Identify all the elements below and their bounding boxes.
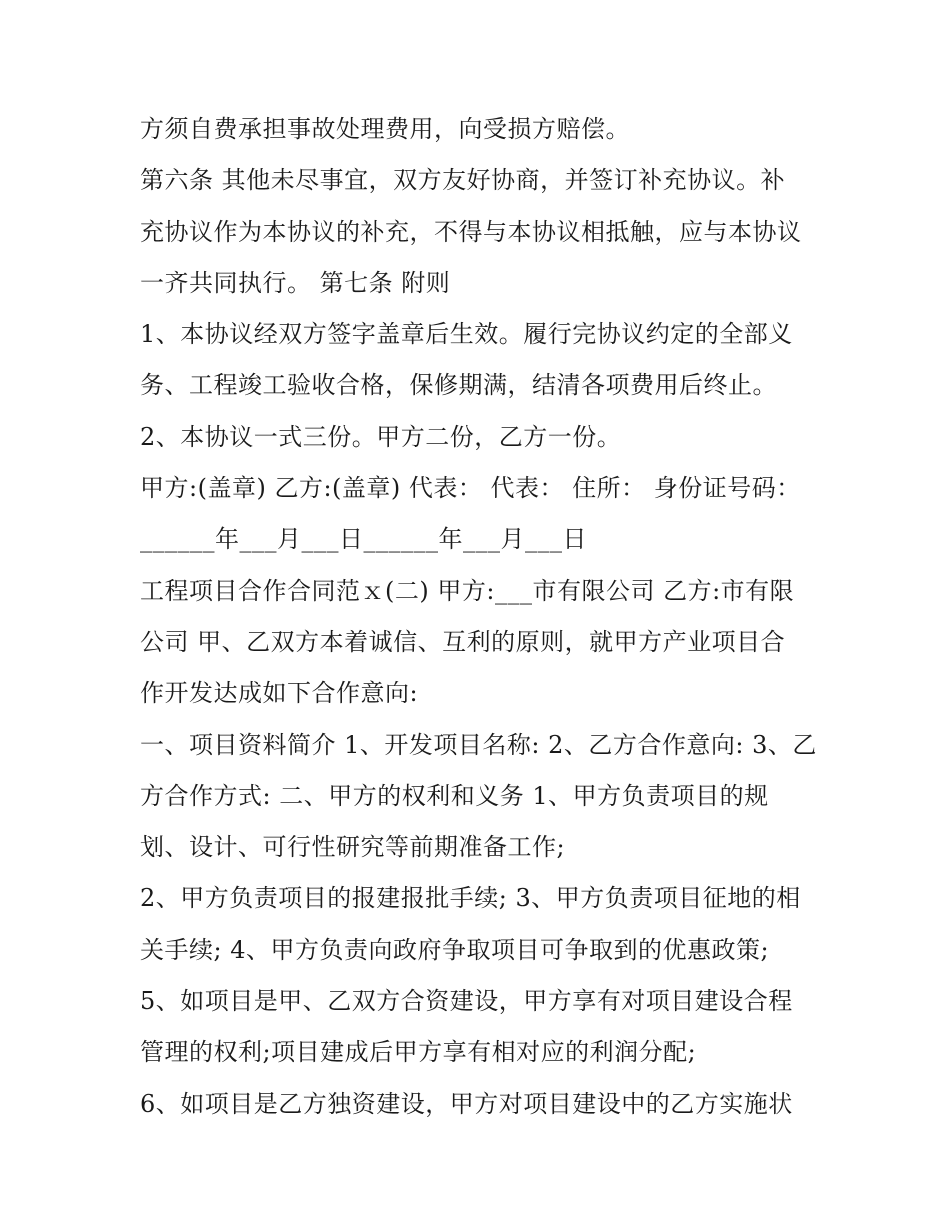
text-line: 一齐共同执行。 第七条 附则 [140,268,451,297]
text-line: 划、设计、可行性研究等前期准备工作; [140,833,566,862]
date-line: ______年___月___日______年___月___日 [140,525,587,554]
signature-line: 甲方:(盖章) 乙方:(盖章) 代表： 代表： 住所： 身份证号码： [140,474,801,503]
text-line: 方合作方式: 二、甲方的权利和义务 1、甲方负责项目的规 [140,781,769,810]
text-line: 2、本协议一式三份。甲方二份，乙方一份。 [140,422,622,451]
text-line: 一、项目资料简介 1、开发项目名称: 2、乙方合作意向: 3、乙 [140,730,817,759]
contract-text [140,104,830,1130]
text-line: 5、如项目是甲、乙双方合资建设，甲方享有对项目建设合程 [140,987,793,1016]
text-line: 方须自费承担事故处理费用，向受损方赔偿。 [140,115,630,143]
text-line: 公司 甲、乙双方本着诚信、互利的原则，就甲方产业项目合 [140,627,786,656]
text-line: 2、甲方负责项目的报建报批手续; 3、甲方负责项目征地的相 [140,884,801,913]
text-line: 作开发达成如下合作意向: [140,679,419,708]
text-line: 充协议作为本协议的补充，不得与本协议相抵触，应与本协议 [140,217,802,246]
text-line: 工程项目合作合同范ｘ(二) 甲方:___市有限公司 乙方:市有限 [140,576,795,605]
text-line: 6、如项目是乙方独资建设，甲方对项目建设中的乙方实施状 [140,1089,793,1118]
text-line: 第六条 其他未尽事宜，双方友好协商，并签订补充协议。补 [140,166,786,195]
text-line: 务、工程竣工验收合格，保修期满，结清各项费用后终止。 [140,371,777,400]
text-line: 1、本协议经双方签字盖章后生效。履行完协议约定的全部义 [140,320,793,349]
text-line: 关手续; 4、甲方负责向政府争取项目可争取到的优惠政策; [140,935,770,964]
text-line: 管理的权利;项目建成后甲方享有相对应的利润分配; [140,1038,697,1067]
